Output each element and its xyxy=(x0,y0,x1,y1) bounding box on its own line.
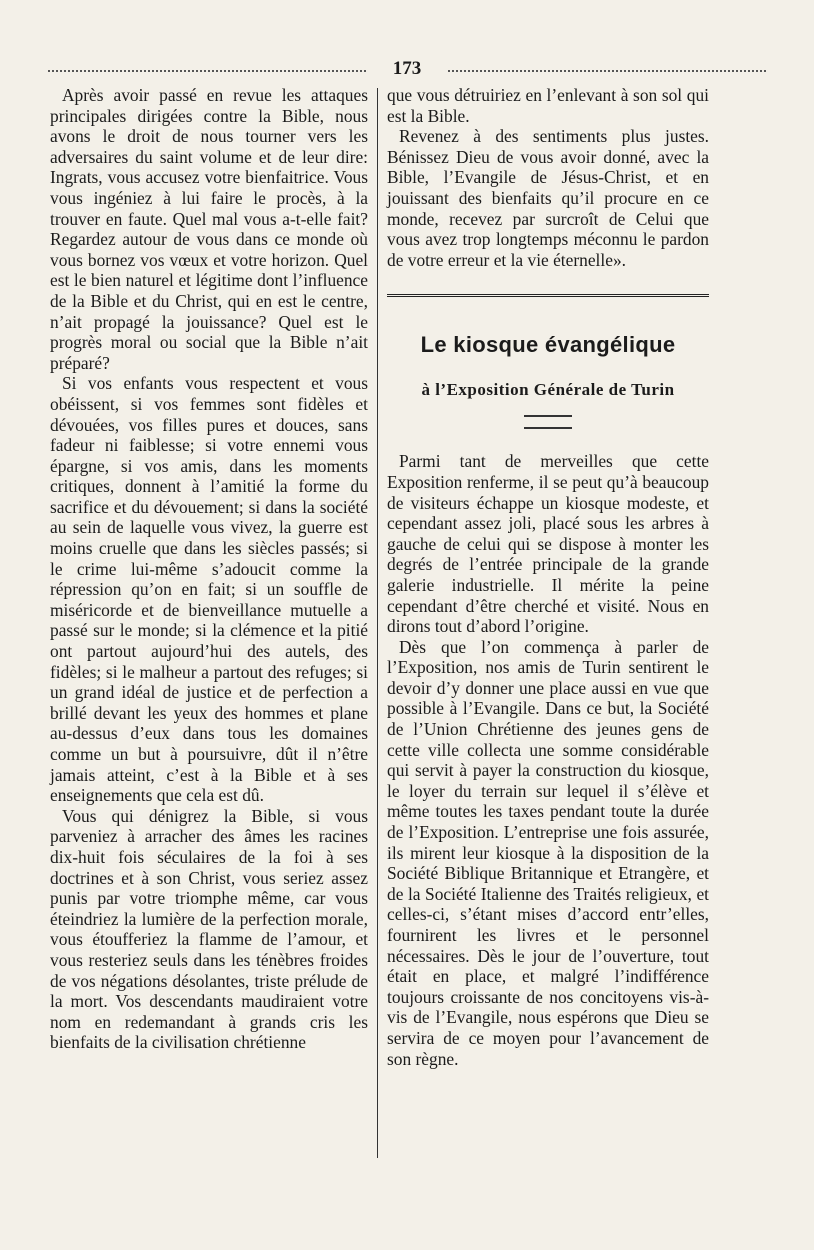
left-paragraph-1: Après avoir passé en revue les attaques principales dirigées contre la Bible, nous avons le droit de nous tourner vers les adversaires du saint volume et de leur dire: Ingrats, vous accusez votre bienfaitrice. Vous vous ingéniez à lui faire le procès, à la trouver en faute. Quel mal vous a-t-elle fait? Regardez autour de vous dans ce monde où vous bornez vos vœux et votre horizon. Quel est le bien naturel et légitime dont l’influence de la Bible et du Christ, qui en est le centre, n’ait propagé la jouissance? Quel est le progrès moral ou social que la Bible n’ait préparé? xyxy=(50,85,368,373)
header-rule-right xyxy=(448,70,766,72)
left-column xyxy=(50,85,368,1053)
page-header xyxy=(48,58,766,80)
page-number: 173 xyxy=(392,58,422,79)
article-title: Le kiosque évangélique xyxy=(420,332,676,358)
column-divider xyxy=(377,88,378,1158)
left-paragraph-3: Vous qui dénigrez la Bible, si vous parveniez à arracher des âmes les racines dix-huit fois séculaires de la foi à ses doctrines et à son Christ, vous seriez assez punis par votre triomphe même, car vous éteindriez la lumière de la perfection morale, vous étoufferiez la flamme de l’amour, et vous resteriez seuls dans les ténèbres froides de vos négations désolantes, triste prélude de la mort. Vos descendants maudiraient votre nom en redemandant à grands cris les bienfaits de la civilisation chrétienne xyxy=(50,805,368,1053)
right-paragraph-closing: Revenez à des sentiments plus justes. Bénissez Dieu de vous avoir donné, avec la Bible, l’Evangile de Jésus-Christ, et en jouissant des bienfaits qu’il procure en ce monde, recevez par surcroît de Celui que vous avez trop longtemps méconnu le pardon de votre erreur et la vie éternelle». xyxy=(387,126,709,270)
right-paragraph-continuation: que vous détruiriez en l’enlevant à son sol qui est la Bible. xyxy=(387,85,709,126)
title-ornament xyxy=(524,415,572,429)
article-paragraph-2: Dès que l’on commença à parler de l’Exposition, nos amis de Turin sentirent le devoir d’y donner une place aussi en vue que possible à l’Evangile. Dans ce but, la Société de l’Union Chrétienne des jeunes gens de cette ville collecta une somme considérable qui servit à payer la construction du kiosque, le loyer du terrain sur lequel il s’élève et même toutes les taxes pendant toute la durée de l’Exposition. L’entreprise une fois assurée, ils mirent leur kiosque à la disposition de la Société Biblique Britannique et Etrangère, et de la Société Italienne des Traités religieux, et celles-ci, s’étant mises d’accord entr’elles, fournirent les livres et le personnel nécessaires. Dès le jour de l’ouverture, tout était en place, et malgré l’indifférence toujours croissante de nos concitoyens vis-à-vis de l’Evangile, nous espérons que Dieu se servira de ce moyen pour l’avancement de son règne. xyxy=(387,636,709,1069)
section-divider xyxy=(387,294,709,297)
header-rule-left xyxy=(48,70,366,72)
article-paragraph-1: Parmi tant de merveilles que cette Exposition renferme, il se peut qu’à beaucoup de visiteurs échappe un kiosque modeste, et cependant assez joli, placé sous les arbres à gauche de celui qui se dispose à monter les degrés de l’entrée principale de la grande galerie industrielle. Il mérite la peine cependant d’être cherché et visité. Nous en dirons tout d’abord l’origine. xyxy=(387,451,709,637)
article-subtitle: à l’Exposition Générale de Turin xyxy=(421,380,675,400)
left-paragraph-2: Si vos enfants vous respectent et vous obéissent, si vos femmes sont fidèles et dévouées, vos filles pures et douces, sans fadeur ni faiblesse; si votre ennemi vous épargne, si vos amis, dans les moments critiques, donnent à l’amitié la forme du sacrifice et du dévouement; si dans la société au sein de laquelle vous vivez, la guerre est moins cruelle que dans les siècles passés; si le crime lui-même s’adoucit comme la répression qu’on en fait; si un souffle de miséricorde et de bienveillance mutuelle a passé sur le monde; si la clémence et la pitié ont partout aujourd’hui des autels, des fidèles; si le malheur a partout des refuges; si un grand idéal de justice et de perfection a brillé devant les yeux des hommes et plane au-dessus d’eux dans tous les domaines comme un but à poursuivre, dût il n’être jamais atteint, c’est à la Bible et à ses enseignements que cela est dû. xyxy=(50,373,368,806)
right-column xyxy=(387,85,709,1069)
